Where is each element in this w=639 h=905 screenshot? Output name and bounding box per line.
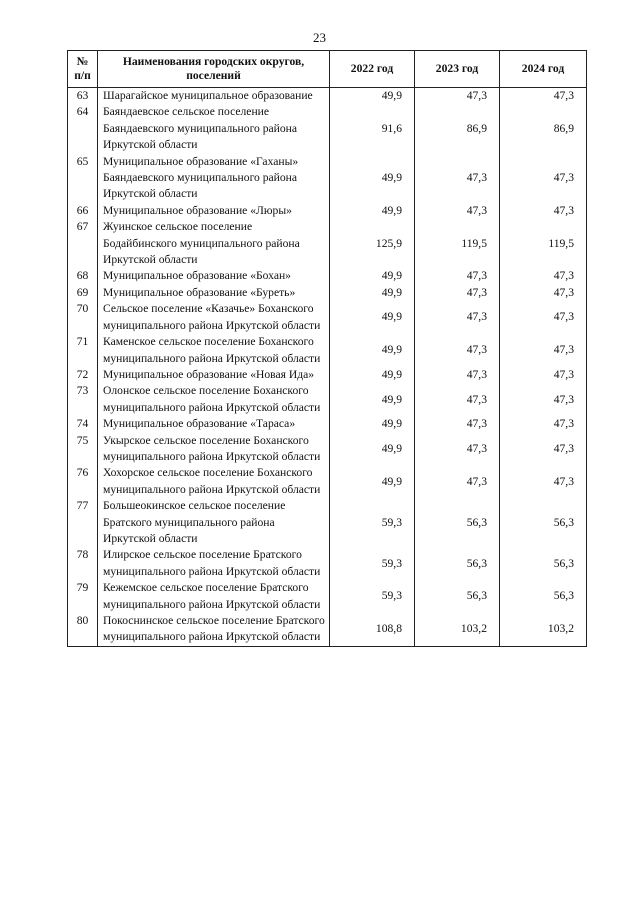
value-2024: 86,9 [500, 104, 587, 153]
value-2023: 47,3 [415, 465, 500, 498]
value-2023: 47,3 [415, 203, 500, 219]
settlement-name: Муниципальное образование «Тараса» [98, 416, 330, 432]
value-2022: 49,9 [330, 154, 415, 203]
table-row [68, 498, 587, 547]
row-number: 63 [68, 88, 98, 105]
table-row [68, 547, 587, 580]
table-row [68, 433, 587, 466]
value-2024: 47,3 [500, 416, 587, 432]
value-2024: 56,3 [500, 580, 587, 613]
value-2024: 47,3 [500, 334, 587, 367]
row-number: 79 [68, 580, 98, 613]
table-row [68, 367, 587, 383]
value-2023: 47,3 [415, 367, 500, 383]
row-number: 67 [68, 219, 98, 268]
row-number: 65 [68, 154, 98, 203]
value-2022: 49,9 [330, 203, 415, 219]
table-row [68, 334, 587, 367]
row-number: 64 [68, 104, 98, 153]
settlement-name: Баяндаевское сельское поселение Баяндаевского муниципального района Иркутской области [98, 104, 330, 153]
header-num: № п/п [68, 51, 98, 88]
table-row [68, 203, 587, 219]
value-2022: 49,9 [330, 416, 415, 432]
header-2023: 2023 год [415, 51, 500, 88]
value-2022: 49,9 [330, 285, 415, 301]
value-2022: 49,9 [330, 383, 415, 416]
value-2024: 47,3 [500, 465, 587, 498]
value-2023: 56,3 [415, 580, 500, 613]
value-2023: 56,3 [415, 547, 500, 580]
row-number: 71 [68, 334, 98, 367]
table-row [68, 613, 587, 646]
table-row [68, 219, 587, 268]
settlement-name: Муниципальное образование «Бохан» [98, 268, 330, 284]
header-name: Наименования городских округов, поселений [98, 51, 330, 88]
value-2023: 47,3 [415, 154, 500, 203]
value-2022: 59,3 [330, 498, 415, 547]
value-2022: 49,9 [330, 88, 415, 105]
value-2023: 47,3 [415, 334, 500, 367]
value-2023: 47,3 [415, 416, 500, 432]
table-row [68, 301, 587, 334]
settlement-name: Муниципальное образование «Новая Ида» [98, 367, 330, 383]
table-row [68, 268, 587, 284]
row-number: 80 [68, 613, 98, 646]
value-2022: 49,9 [330, 334, 415, 367]
value-2022: 49,9 [330, 465, 415, 498]
value-2024: 103,2 [500, 613, 587, 646]
value-2022: 49,9 [330, 268, 415, 284]
settlement-name: Сельское поселение «Казачье» Боханского муниципального района Иркутской области [98, 301, 330, 334]
value-2024: 47,3 [500, 268, 587, 284]
value-2023: 47,3 [415, 88, 500, 105]
table-row [68, 88, 587, 105]
table-row [68, 416, 587, 432]
value-2022: 49,9 [330, 433, 415, 466]
header-2024: 2024 год [500, 51, 587, 88]
settlement-name: Каменское сельское поселение Боханского муниципального района Иркутской области [98, 334, 330, 367]
settlement-name: Жуинское сельское поселение Бодайбинского муниципального района Иркутской области [98, 219, 330, 268]
row-number: 75 [68, 433, 98, 466]
value-2024: 47,3 [500, 154, 587, 203]
value-2023: 103,2 [415, 613, 500, 646]
settlement-name: Муниципальное образование «Люры» [98, 203, 330, 219]
row-number: 78 [68, 547, 98, 580]
row-number: 73 [68, 383, 98, 416]
settlement-name: Укырское сельское поселение Боханского муниципального района Иркутской области [98, 433, 330, 466]
row-number: 69 [68, 285, 98, 301]
table-row [68, 580, 587, 613]
value-2023: 47,3 [415, 301, 500, 334]
value-2023: 56,3 [415, 498, 500, 547]
value-2022: 59,3 [330, 580, 415, 613]
settlement-name: Кежемское сельское поселение Братского муниципального района Иркутской области [98, 580, 330, 613]
row-number: 70 [68, 301, 98, 334]
row-number: 68 [68, 268, 98, 284]
value-2023: 119,5 [415, 219, 500, 268]
table-body [68, 88, 587, 647]
page-number: 23 [313, 30, 326, 45]
value-2022: 49,9 [330, 301, 415, 334]
settlement-name: Муниципальное образование «Буреть» [98, 285, 330, 301]
value-2024: 47,3 [500, 203, 587, 219]
value-2023: 86,9 [415, 104, 500, 153]
table-row [68, 383, 587, 416]
row-number: 72 [68, 367, 98, 383]
value-2024: 47,3 [500, 383, 587, 416]
value-2024: 47,3 [500, 433, 587, 466]
value-2024: 56,3 [500, 547, 587, 580]
value-2024: 47,3 [500, 301, 587, 334]
value-2023: 47,3 [415, 285, 500, 301]
value-2023: 47,3 [415, 383, 500, 416]
value-2023: 47,3 [415, 268, 500, 284]
table-row [68, 285, 587, 301]
value-2024: 119,5 [500, 219, 587, 268]
table-row [68, 104, 587, 153]
table-row [68, 154, 587, 203]
settlement-name: Шарагайское муниципальное образование [98, 88, 330, 105]
table-header [68, 51, 587, 88]
value-2022: 108,8 [330, 613, 415, 646]
settlement-name: Большеокинское сельское поселение Братского муниципального района Иркутской области [98, 498, 330, 547]
value-2024: 47,3 [500, 88, 587, 105]
settlement-name: Муниципальное образование «Гаханы» Баяндаевского муниципального района Иркутской области [98, 154, 330, 203]
row-number: 74 [68, 416, 98, 432]
settlement-name: Покоснинское сельское поселение Братского муниципального района Иркутской области [98, 613, 330, 646]
settlement-name: Олонское сельское поселение Боханского муниципального района Иркутской области [98, 383, 330, 416]
value-2022: 59,3 [330, 547, 415, 580]
settlement-name: Илирское сельское поселение Братского муниципального района Иркутской области [98, 547, 330, 580]
value-2024: 47,3 [500, 285, 587, 301]
row-number: 76 [68, 465, 98, 498]
settlement-name: Хохорское сельское поселение Боханского муниципального района Иркутской области [98, 465, 330, 498]
row-number: 66 [68, 203, 98, 219]
value-2024: 56,3 [500, 498, 587, 547]
value-2024: 47,3 [500, 367, 587, 383]
table-row [68, 465, 587, 498]
budget-table [67, 50, 587, 647]
value-2022: 49,9 [330, 367, 415, 383]
value-2023: 47,3 [415, 433, 500, 466]
header-2022: 2022 год [330, 51, 415, 88]
value-2022: 125,9 [330, 219, 415, 268]
value-2022: 91,6 [330, 104, 415, 153]
row-number: 77 [68, 498, 98, 547]
